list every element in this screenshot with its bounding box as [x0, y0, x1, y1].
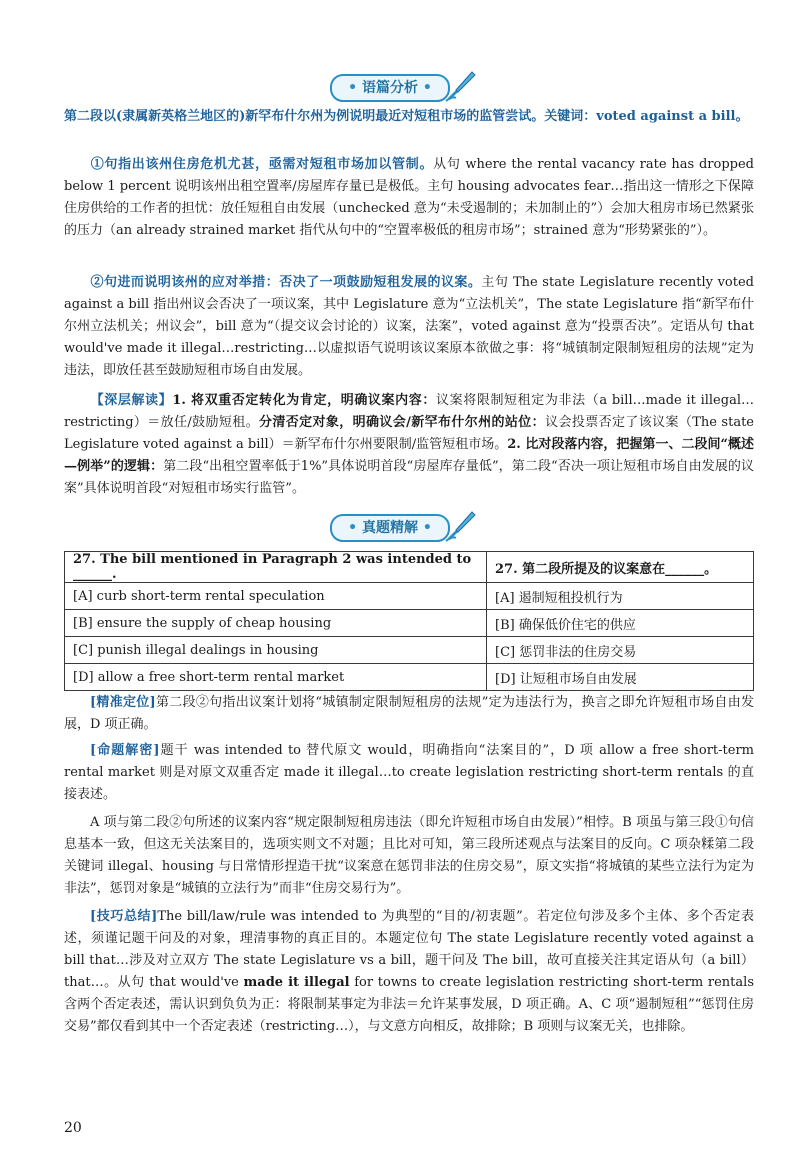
option-en: [D] allow a free short-term rental market — [65, 664, 487, 691]
s2-body: 主句 The state Legislature recently voted against a bill 指出州议会否决了一项议案，其中 Legislature 意为“立法机关”，The state Legislature 指“新罕布什尔州立法机关；州议会”，bill 意为“（提交议会讨论的）议案，法案”，voted against 意为“投票否决”。定语从句 that would've made it illegal…restricting…以虚拟语气说明该议案原本欲做之事：将“城镇制定限制短租房的法规”定为违法，即放任甚至鼓励短租市场自由发展。 — [64, 275, 754, 378]
page-number: 20 — [64, 1120, 82, 1136]
tip-tag: [技巧总结] — [90, 909, 158, 924]
tip-text-b: for towns to create legislation restricting short-term rentals 含两个否定表述，需认识到负负为正：将限制某事定为非法＝允许某事发展，D 项正确。A、C 项“遏制短租”“惩罚住房交易”都仅看到其中一个否定表述（restricting…），与文意方向相反，故排除；B 项则与议案无关，也排除。 — [64, 975, 754, 1034]
option-row — [65, 610, 754, 637]
section-title-pill: • 语篇分析 • — [330, 74, 450, 102]
option-zh: [C] 惩罚非法的住房交易 — [487, 637, 754, 664]
question-decode — [64, 740, 754, 806]
section-title: 真题精解 — [362, 520, 418, 536]
option-en: [A] curb short-term rental speculation — [65, 583, 487, 610]
s1-lead: ①句指出该州住房危机尤甚，亟需对短租市场加以管制。 — [90, 157, 434, 172]
section-banner-question — [0, 514, 800, 544]
option-zh: [D] 让短租市场自由发展 — [487, 664, 754, 691]
analysis-intro — [64, 106, 754, 128]
deep-reading — [64, 390, 754, 500]
deep-2-body: 议会投票否定了该议案（The state Legislature voted against a bill）＝新罕布什尔州要限制/监管短租市场。 — [64, 415, 754, 452]
tip-bold: made it illegal — [243, 975, 350, 990]
s1-body: 从句 where the rental vacancy rate has dropped below 1 percent 说明该州出租空置率/房屋库存量已是极低。主句 housing advocates fear…指出这一情形之下保障住房供给的工作者的担忧：放任短租自由发展（unchecked 意为“未受遏制的；未加制止的”）会加大租房市场已然紧张的压力（an already strained market 指代从句中的“空置率极低的租房市场”；strained 意为“形势紧张的”）。 — [64, 157, 754, 238]
dec-text: 题干 was intended to 替代原文 would，明确指向“法案目的”，D 项 allow a free short-term rental market 则是对原文双重否定 made it illegal…to create legislation restricting short-term rentals 的直接表述。 — [64, 743, 754, 802]
deep-3: 2. 比对段落内容，把握第一、二段间“概述—例举”的逻辑： — [64, 437, 754, 474]
s2-lead: ②句进而说明该州的应对举措：否决了一项鼓励短租发展的议案。 — [90, 275, 482, 290]
option-row — [65, 664, 754, 691]
tip-text-a: The bill/law/rule was intended to 为典型的“目的/初衷题”。若定位句涉及多个主体、多个否定表述，须谨记题干问及的对象，理清事物的真正目的。本题定位句 The state Legislature recently voted against a bill that…涉及对立双方 The state Legislature vs a bill，题干问及 The bill，故可直接关注其定语从句（a bill）that…。从句 that would've — [64, 909, 754, 990]
intro-text: 第二段以(隶属新英格兰地区的)新罕布什尔州为例说明最近对短租市场的监管尝试。关键词：voted against a bill。 — [64, 109, 749, 124]
loc-text: 第二段②句指出议案计划将“城镇制定限制短租房的法规”定为违法行为，换言之即允许短租市场自由发展，D 项正确。 — [64, 695, 754, 732]
wrong-text: A 项与第二段②句所述的议案内容“规定限制短租房违法（即允许短租市场自由发展）”相悖。B 项虽与第三段①句信息基本一致，但这无关法案目的，选项实则文不对题；且比对可知，第三段所述观点与法案目的反向。C 项杂糅第二段关键词 illegal、housing 与日常情形捏造干扰“议案意在惩罚非法的住房交易”，原文实指“将城镇的某些立法行为定为非法”，惩罚对象是“城镇的立法行为”而非“住房交易行为”。 — [64, 815, 754, 896]
loc-tag: [精准定位] — [90, 695, 156, 710]
precise-location — [64, 692, 754, 736]
wrong-options — [64, 812, 754, 900]
section-banner-analysis — [0, 74, 800, 104]
deep-3-body: 第二段“出租空置率低于1%”具体说明首段“房屋库存量低”，第二段“否决一项让短租市场自由发展的议案”具体说明首段“对短租市场实行监管”。 — [64, 459, 754, 496]
question-stem-en: 27. The bill mentioned in Paragraph 2 was intended to ______. — [65, 552, 487, 583]
section-title-pill: • 真题精解 • — [330, 514, 450, 542]
question-stem-row — [65, 552, 754, 583]
option-zh: [A] 遏制短租投机行为 — [487, 583, 754, 610]
option-en: [B] ensure the supply of cheap housing — [65, 610, 487, 637]
question-table — [64, 551, 754, 691]
brush-icon — [444, 68, 478, 102]
dec-tag: [命题解密] — [90, 743, 160, 758]
option-row — [65, 637, 754, 664]
option-en: [C] punish illegal dealings in housing — [65, 637, 487, 664]
analysis-sentence-2 — [64, 272, 754, 382]
option-zh: [B] 确保低价住宅的供应 — [487, 610, 754, 637]
option-row — [65, 583, 754, 610]
analysis-sentence-1 — [64, 154, 754, 242]
deep-1-body: 议案将限制短租定为非法（a bill…made it illegal…restricting）＝放任/鼓励短租。 — [64, 393, 754, 430]
deep-1: 1. 将双重否定转化为肯定，明确议案内容： — [172, 393, 436, 408]
section-title: 语篇分析 — [362, 80, 418, 96]
brush-icon — [444, 508, 478, 542]
tip-summary — [64, 906, 754, 1038]
question-stem-zh: 27. 第二段所提及的议案意在______。 — [487, 552, 754, 583]
deep-tag: 【深层解读】 — [90, 393, 173, 408]
deep-2: 分清否定对象，明确议会/新罕布什尔州的站位： — [259, 415, 546, 430]
